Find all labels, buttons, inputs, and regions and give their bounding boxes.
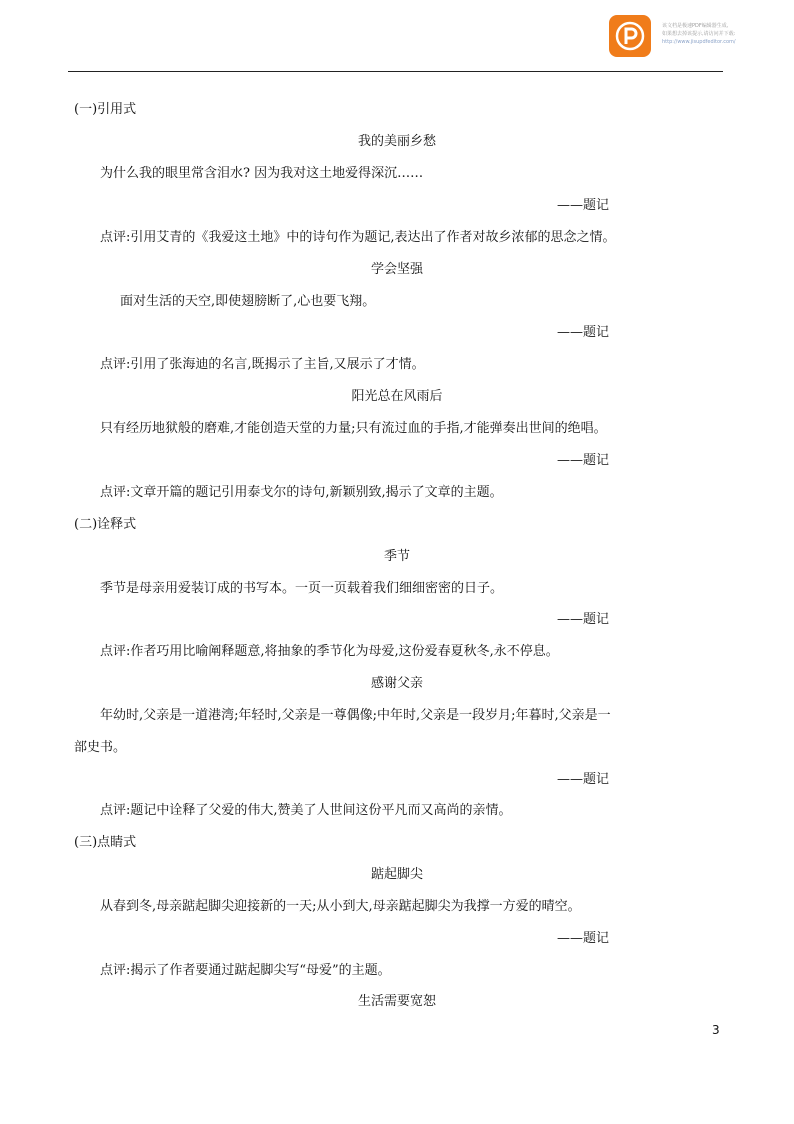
header-note-url[interactable]: http://www.jisupdfeditor.com/ [662,39,736,45]
epigraph-attribution: ——题记 [557,612,610,627]
epigraph-quote-line-1: 年幼时,父亲是一道港湾;年轻时,父亲是一尊偶像;中年时,父亲是一段岁月;年暮时,父亲是一 [100,708,611,723]
epigraph-quote: 季节是母亲用爱装订成的书写本。一页一页载着我们细细密密的日子。 [100,581,504,596]
page-number: 3 [712,1023,720,1037]
epigraph-attribution: ——题记 [557,772,610,787]
example-title: 季节 [383,549,410,564]
epigraph-attribution: ——题记 [557,453,610,468]
epigraph-attribution: ——题记 [557,198,610,213]
commentary: 点评:作者巧用比喻阐释题意,将抽象的季节化为母爱,这份爱春夏秋冬,永不停息。 [100,644,559,659]
p-logo-icon [615,21,645,51]
commentary: 点评:引用了张海迪的名言,既揭示了主旨,又展示了才情。 [100,357,425,372]
example-title: 阳光总在风雨后 [351,389,443,404]
header-note-line-2: 如果想去掉该提示,请访问并下载: [662,31,736,37]
example-title: 我的美丽乡愁 [357,134,436,149]
commentary: 点评:引用艾青的《我爱这土地》中的诗句作为题记,表达出了作者对故乡浓郁的思念之情。 [100,230,616,245]
header-rule [68,71,723,72]
example-title: 学会坚强 [370,262,423,277]
commentary: 点评:题记中诠释了父爱的伟大,赞美了人世间这份平凡而又高尚的亲情。 [100,803,512,818]
commentary: 点评:文章开篇的题记引用泰戈尔的诗句,新颖别致,揭示了文章的主题。 [100,485,503,500]
section-heading-highlight: (三)点睛式 [74,835,137,850]
header-note [662,22,782,46]
epigraph-quote-line-2: 部史书。 [74,740,127,755]
epigraph-quote: 只有经历地狱般的磨难,才能创造天堂的力量;只有流过血的手指,才能弹奏出世间的绝唱。 [100,421,607,436]
section-heading-interpretation: (二)诠释式 [74,517,137,532]
epigraph-attribution: ——题记 [557,325,610,340]
section-heading-quotation: (一)引用式 [74,102,137,117]
example-title: 踮起脚尖 [370,867,423,882]
epigraph-quote: 面对生活的天空,即使翅膀断了,心也要飞翔。 [120,294,376,309]
epigraph-quote: 为什么我的眼里常含泪水? 因为我对这土地爱得深沉…… [100,166,424,181]
example-title: 生活需要宽恕 [357,994,436,1009]
example-title: 感谢父亲 [370,676,423,691]
header-note-line-1: 该文档是极速PDF编辑器生成, [662,23,729,29]
commentary: 点评:揭示了作者要通过踮起脚尖写“母爱”的主题。 [100,963,391,978]
pdf-editor-logo [609,15,651,57]
epigraph-quote: 从春到冬,母亲踮起脚尖迎接新的一天;从小到大,母亲踮起脚尖为我撑一方爱的晴空。 [100,899,581,914]
epigraph-attribution: ——题记 [557,931,610,946]
